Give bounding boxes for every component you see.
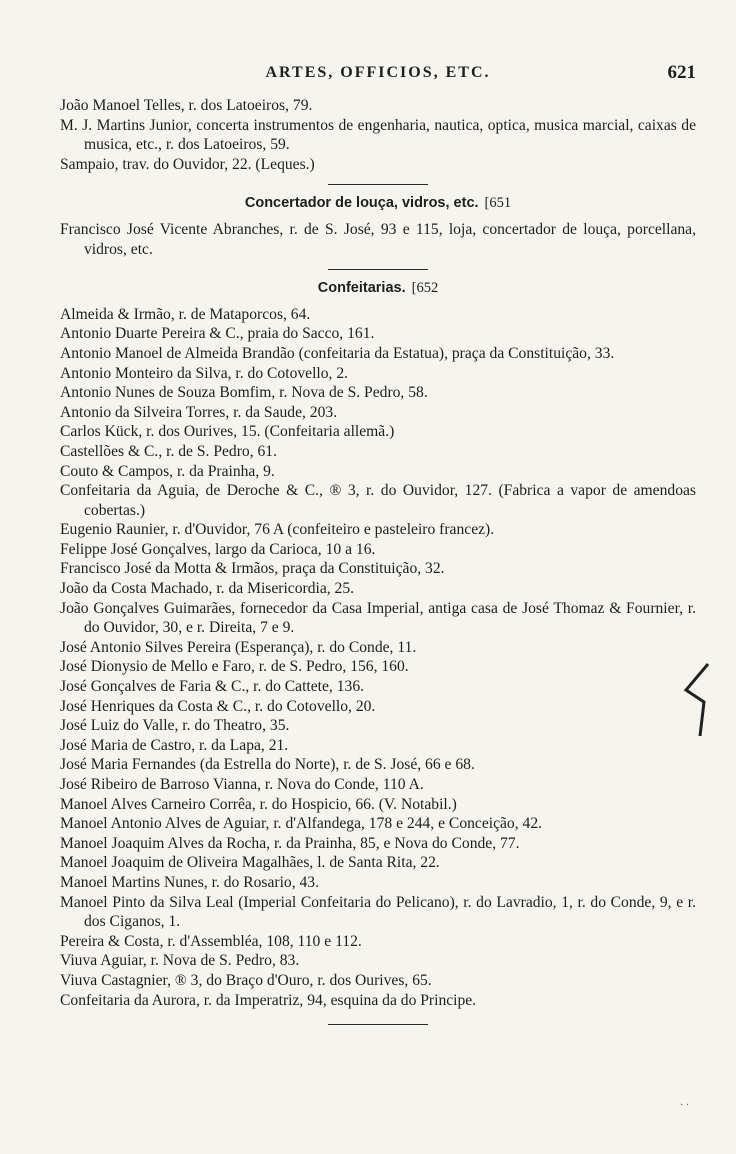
section-ref-confeitarias: [652 <box>411 280 439 297</box>
list-item: João da Costa Machado, r. da Misericordia, 25. <box>60 580 355 598</box>
stray-marks: · · <box>680 1100 690 1111</box>
louca-entries <box>60 220 696 259</box>
closing-divider <box>328 1024 428 1025</box>
page-number: 621 <box>667 62 696 83</box>
list-item: Confeitaria da Aguia, de Deroche & C., ® 3, r. do Ouvidor, 127. (Fabrica a vapor de amendoas cobertas.) <box>60 482 696 519</box>
list-item: Carlos Kück, r. dos Ourives, 15. (Confeitaria allemã.) <box>60 423 395 441</box>
list-item: Castellões & C., r. de S. Pedro, 61. <box>60 442 278 460</box>
list-item: Manoel Antonio Alves de Aguiar, r. d'Alfandega, 178 e 244, e Conceição, 42. <box>60 815 543 833</box>
margin-bracket-mark <box>678 660 718 740</box>
list-item: Antonio Monteiro da Silva, r. do Cotovello, 2. <box>60 364 349 382</box>
list-item: Confeitaria da Aurora, r. da Imperatriz, 94, esquina da do Principe. <box>60 991 477 1009</box>
list-item: José Luiz do Valle, r. do Theatro, 35. <box>60 717 290 735</box>
list-item: José Dionysio de Mello e Faro, r. de S. Pedro, 156, 160. <box>60 658 409 676</box>
list-item: M. J. Martins Junior, concerta instrumentos de engenharia, nautica, optica, musica marcial, caixas de musica, etc., r. dos Latoeiros, 59. <box>60 116 696 154</box>
list-item: Eugenio Raunier, r. d'Ouvidor, 76 A (confeiteiro e pasteleiro francez). <box>60 521 495 539</box>
list-item: Antonio da Silveira Torres, r. da Saude, 203. <box>60 403 338 421</box>
list-item: José Antonio Silves Pereira (Esperança), r. do Conde, 11. <box>60 638 417 656</box>
list-item: Manoel Martins Nunes, r. do Rosario, 43. <box>60 873 320 891</box>
section-heading-confeitarias <box>60 279 696 299</box>
section-heading-louca <box>60 194 696 214</box>
list-item: Manoel Joaquim de Oliveira Magalhães, l. de Santa Rita, 22. <box>60 854 440 872</box>
intro-entries <box>60 96 696 174</box>
entries-body <box>60 96 696 1025</box>
list-item: Manoel Pinto da Silva Leal (Imperial Confeitaria do Pelicano), r. do Lavradio, 1, r. do Conde, 9, e r. dos Ciganos, 1. <box>60 893 696 931</box>
list-item: Couto & Campos, r. da Prainha, 9. <box>60 462 275 480</box>
list-item: José Ribeiro de Barroso Vianna, r. Nova do Conde, 110 A. <box>60 776 424 793</box>
list-item: Viuva Castagnier, ® 3, do Braço d'Ouro, r. dos Ourives, 65. <box>60 971 432 989</box>
section-ref-louca: [651 <box>484 195 512 212</box>
list-item: Antonio Nunes de Souza Bomfim, r. Nova de S. Pedro, 58. <box>60 384 428 402</box>
page-header <box>60 64 696 88</box>
section-divider <box>328 269 428 270</box>
list-item: Antonio Manoel de Almeida Brandão (confeitaria da Estatua), praça da Constituição, 33. <box>60 344 615 362</box>
list-item: Felippe José Gonçalves, largo da Carioca, 10 a 16. <box>60 540 376 558</box>
list-item: Pereira & Costa, r. d'Assembléa, 108, 110 e 112. <box>60 932 362 950</box>
list-item: Sampaio, trav. do Ouvidor, 22. (Leques.) <box>60 155 315 173</box>
list-item: Antonio Duarte Pereira & C., praia do Sacco, 161. <box>60 325 375 343</box>
list-item: José Gonçalves de Faria & C., r. do Cattete, 136. <box>60 678 365 696</box>
list-item: Manoel Joaquim Alves da Rocha, r. da Prainha, 85, e Nova do Conde, 77. <box>60 834 520 852</box>
list-item: Francisco José da Motta & Irmãos, praça da Constituição, 32. <box>60 560 445 578</box>
list-item: Almeida & Irmão, r. de Mataporcos, 64. <box>60 305 311 323</box>
list-item: Viuva Aguiar, r. Nova de S. Pedro, 83. <box>60 952 300 970</box>
list-item: João Manoel Telles, r. dos Latoeiros, 79. <box>60 97 313 114</box>
list-item: João Gonçalves Guimarães, fornecedor da Casa Imperial, antiga casa de José Thomaz & Fournier, r. do Ouvidor, 30, e r. Direita, 7 e 9. <box>60 599 696 637</box>
section-heading-confeitarias-text: Confeitarias. <box>317 280 406 297</box>
running-title: ARTES, OFFICIOS, ETC. <box>265 64 491 81</box>
section-heading-louca-text: Concertador de louça, vidros, etc. <box>244 195 479 212</box>
list-item: Francisco José Vicente Abranches, r. de S. José, 93 e 115, loja, concertador de louça, porcellana, vidros, etc. <box>60 220 696 258</box>
section-divider <box>328 184 428 185</box>
list-item: José Maria Fernandes (da Estrella do Norte), r. de S. José, 66 e 68. <box>60 756 475 774</box>
list-item: Manoel Alves Carneiro Corrêa, r. do Hospicio, 66. (V. Notabil.) <box>60 795 457 813</box>
list-item: José Henriques da Costa & C., r. do Cotovello, 20. <box>60 697 376 715</box>
confeitarias-entries <box>60 305 696 1010</box>
list-item: José Maria de Castro, r. da Lapa, 21. <box>60 736 289 754</box>
